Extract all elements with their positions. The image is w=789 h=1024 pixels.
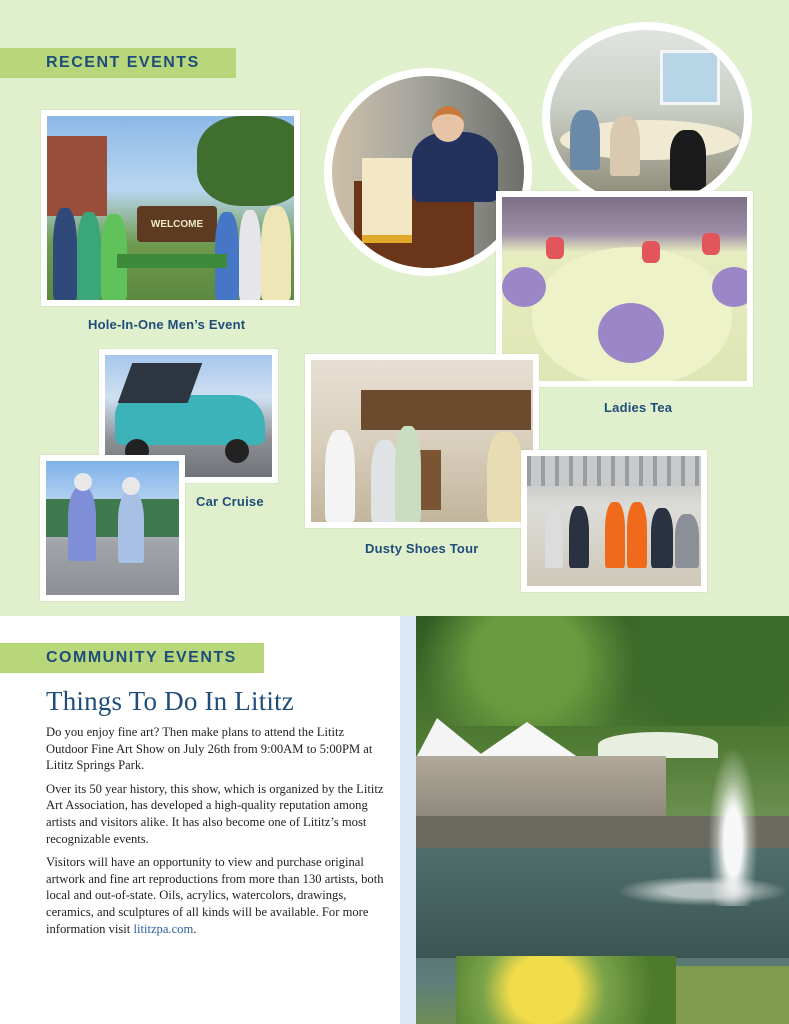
hole-in-one-photo [41,110,300,306]
caption-car-cruise: Car Cruise [196,494,264,509]
paragraph-3-end: . [193,921,197,936]
tree [197,116,294,206]
singer [412,132,498,202]
caption-dusty-shoes: Dusty Shoes Tour [365,541,479,556]
cabinets [361,390,531,430]
window [660,50,720,105]
community-body [46,724,386,944]
caption-ladies-tea: Ladies Tea [604,400,673,415]
ladies-tea-room-photo [542,22,752,212]
column-divider [400,616,416,1024]
tent [598,732,718,758]
car-hood [118,363,203,403]
dusty-shoes-construction-photo [521,450,707,592]
paragraph-2: Over its 50 year history, this show, which is organized by the Lititz Art Association, has developed a high-quality reputation among artists and visitors alike. It has also become one of Lititz’s most recognizable events. [46,781,384,846]
dusty-shoes-kitchen-photo [305,354,539,528]
tent [472,722,582,760]
paragraph-3 [46,854,386,937]
paragraph-1: Do you enjoy fine art? Then make plans to attend the Lititz Outdoor Fine Art Show on July 26th from 9:00AM to 5:00PM at Lititz Springs Park. [46,725,373,773]
caption-hole-in-one: Hole-In-One Men’s Event [88,317,246,332]
community-heading: Things To Do In Lititz [46,686,294,716]
park-fountain-photo [416,616,789,1024]
paragraph-3-text: Visitors will have an opportunity to view and purchase original artwork and fine art reproductions from more than 130 artists, both local and out-of-state. Oils, acrylics, watercolors, drawings, ceramics, and sculptures of all kinds will be available. For more information visit [46,855,384,936]
dancing-photo [40,455,185,601]
recent-events-tab: RECENT EVENTS [0,48,236,78]
podium-cloth [362,158,412,243]
community-events-tab: COMMUNITY EVENTS [0,643,264,673]
plate [598,303,664,363]
welcome-sign: WELCOME [137,206,217,242]
lititzpa-link[interactable]: lititzpa.com [133,921,194,936]
brick-building [47,136,107,216]
